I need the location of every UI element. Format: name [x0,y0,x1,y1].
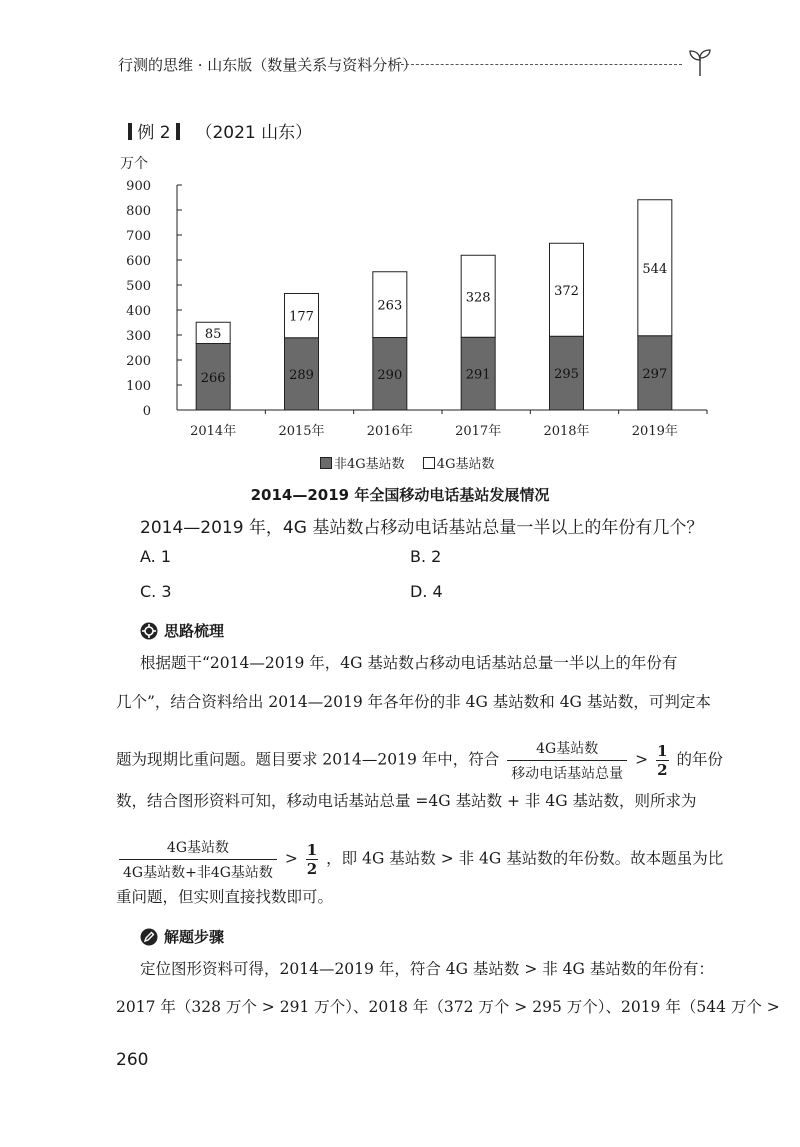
half-numerator: 1 [306,841,318,859]
fraction-numerator: 4G基站数 [507,738,627,761]
value-label-non4g: 291 [465,367,491,383]
bars [196,200,672,410]
value-label-4g: 372 [554,283,579,299]
option-b: B. 2 [410,547,442,566]
value-label-4g: 328 [465,290,491,306]
legend-swatch-4g [423,457,435,469]
question-text: 2014—2019 年，4G 基站数占移动电话基站总量一半以上的年份有几个？ [140,518,704,538]
analysis-line-2: 几个”，结合资料给出 2014—2019 年各年份的非 4G 基站数和 4G 基站数，可判定本 [116,693,711,711]
analysis-line-3 [116,738,723,783]
x-tick-label: 2014年 [190,424,237,439]
header-rule [396,64,682,65]
example-source: （2021 山东） [195,123,313,143]
option-a: A. 1 [140,547,172,566]
half-numerator: 1 [657,742,668,760]
chart-legend [320,453,494,472]
y-tick-label: 600 [126,254,151,269]
chart-title: 2014—2019 年全国移动电话基站发展情况 [250,486,550,504]
steps-line-2: 2017 年（328 万个 > 291 万个）、2018 年（372 万个 > 295 万个）、2019 年（544 万个 > [116,998,780,1016]
y-tick-label: 900 [126,179,151,194]
y-axis-unit: 万个 [120,156,148,172]
half-denominator: 2 [657,761,668,779]
y-tick-label: 200 [126,354,151,369]
value-label-non4g: 295 [554,367,579,383]
analysis-line-5 [116,837,723,882]
value-label-non4g: 266 [200,370,226,386]
x-tick-label: 2018年 [543,424,590,439]
analysis-heading-text: 思路梳理 [164,622,225,640]
steps-line-1: 定位图形资料可得，2014—2019 年，符合 4G 基站数 > 非 4G 基站数的年份有： [140,960,714,978]
fraction-numerator: 4G基站数 [119,837,277,860]
analysis-line-6: 重问题，但实则直接找数即可。 [116,888,334,906]
fraction-4g-over-sum [119,837,277,882]
x-tick-label: 2016年 [366,424,413,439]
value-label-4g: 263 [377,298,403,314]
analysis-line-3-before: 题为现期比重问题。题目要求 2014—2019 年中，符合 [116,750,500,769]
stacked-bar-chart [100,148,720,448]
half-denominator: 2 [306,860,318,878]
example-number: 例 2 [137,123,171,143]
y-tick-label: 800 [126,204,151,219]
gear-icon [140,622,158,640]
analysis-line-1: 根据题干“2014—2019 年，4G 基站数占移动电话基站总量一半以上的年份有 [140,654,678,672]
label-bar-right [176,123,180,140]
y-tick-label: 100 [126,379,151,394]
y-tick-label: 300 [126,329,151,344]
value-label-non4g: 297 [642,366,668,382]
y-tick-label: 0 [142,404,151,419]
running-header [118,48,718,78]
value-label-4g: 177 [289,309,314,325]
y-tick-label: 700 [126,229,151,244]
greater-than: > [635,750,649,769]
label-bar-left [128,123,132,140]
x-tick-label: 2017年 [455,424,502,439]
option-c: C. 3 [140,582,172,601]
value-label-non4g: 290 [377,367,403,383]
x-tick-label: 2015年 [278,424,325,439]
y-tick-label: 500 [126,279,151,294]
option-d: D. 4 [410,582,443,601]
y-axis [120,156,182,419]
value-label-non4g: 289 [289,367,314,383]
fraction-denominator: 4G基站数+非4G基站数 [123,865,273,881]
greater-than: > [284,849,298,868]
fraction-one-half [656,742,668,779]
example-label [128,118,312,143]
book-title: 行测的思维 · 山东版（数量关系与资料分析） [118,56,418,74]
legend-swatch-non4g [320,457,332,469]
y-tick-label: 400 [126,304,151,319]
page-number: 260 [116,1050,149,1070]
steps-heading-text: 解题步骤 [164,928,225,946]
value-label-4g: 85 [204,326,222,342]
analysis-heading [140,620,224,641]
analysis-line-4: 数，结合图形资料可知，移动电话基站总量 =4G 基站数 + 非 4G 基站数，则所求为 [116,792,697,810]
pencil-icon [140,928,158,946]
fraction-4g-over-total [507,738,627,783]
x-axis [177,410,707,439]
fraction-denominator: 移动电话基站总量 [511,766,624,782]
fraction-one-half [306,841,318,878]
sprout-icon [686,48,714,78]
analysis-line-3-after: 的年份 [676,750,723,769]
legend-label-4g: 4G基站数 [436,457,495,472]
legend-label-non4g: 非4G基站数 [334,457,405,472]
steps-heading [140,926,224,947]
value-label-4g: 544 [642,261,668,277]
x-tick-label: 2019年 [631,424,678,439]
analysis-line-5-after: ，即 4G 基站数 > 非 4G 基站数的年份数。故本题虽为比 [326,849,724,868]
